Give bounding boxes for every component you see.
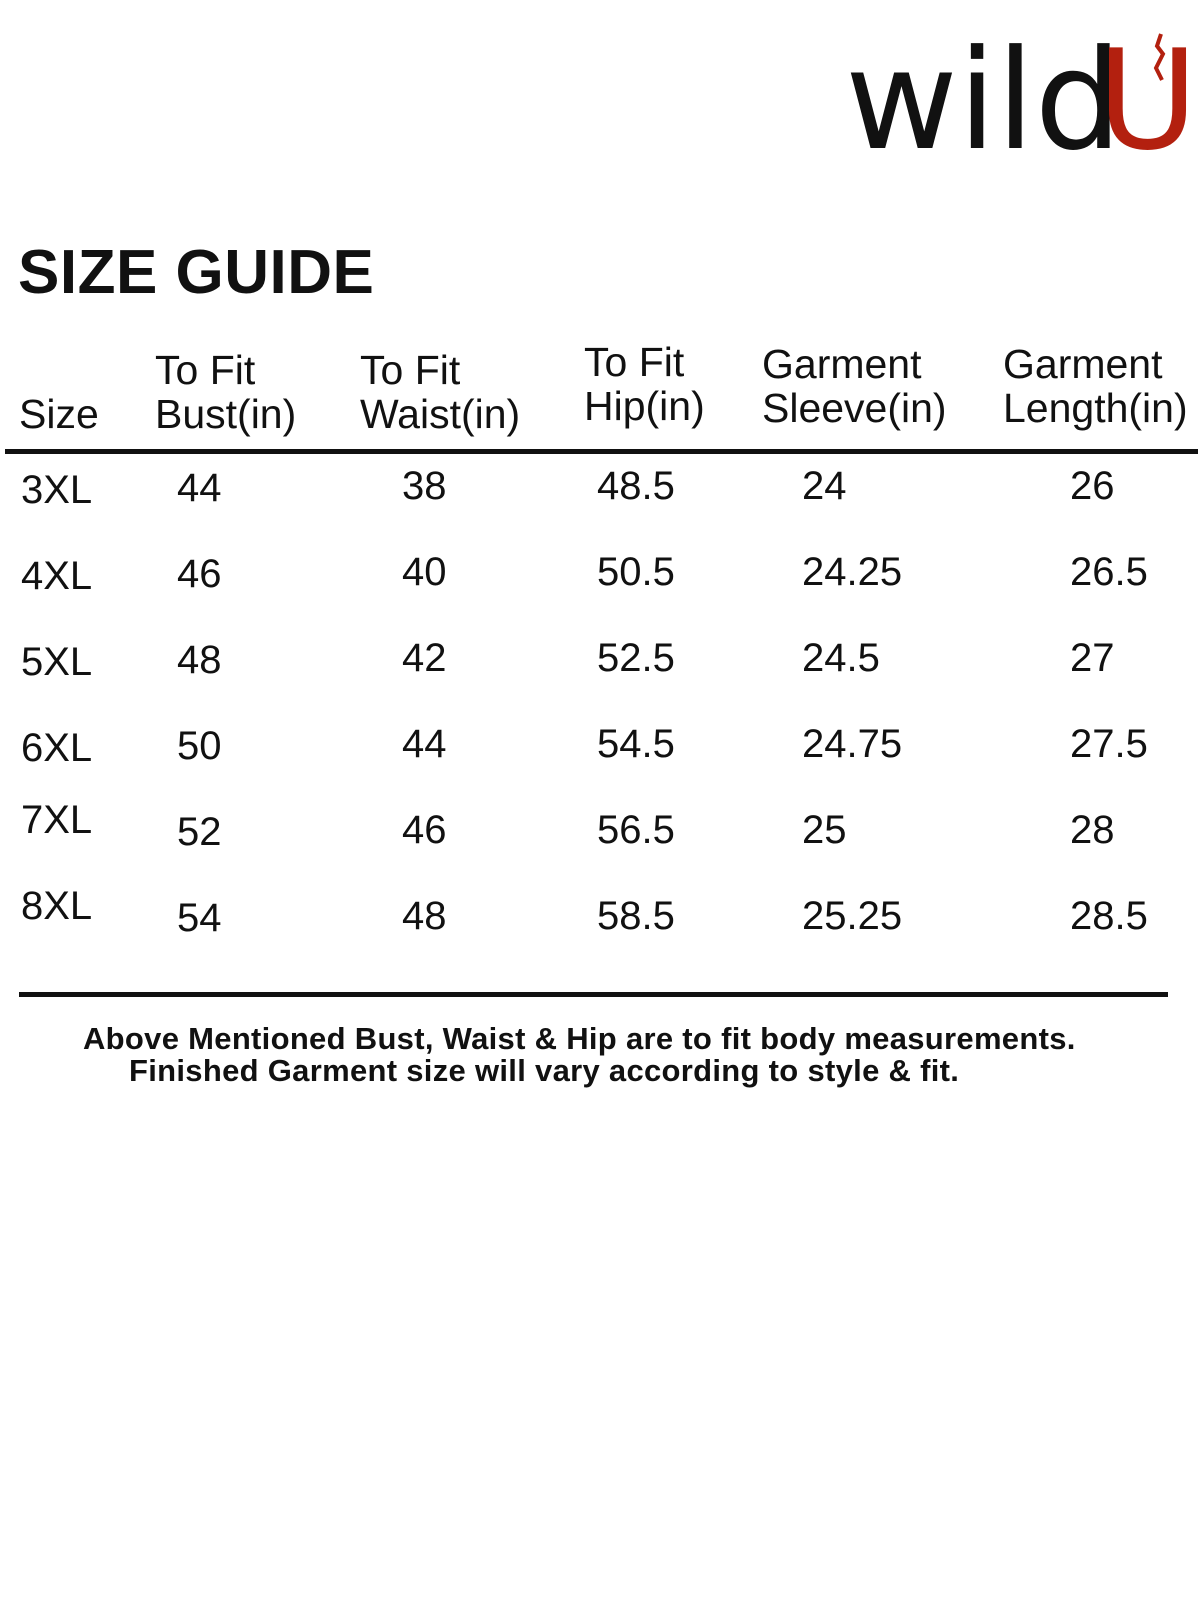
cell-hip: 50.5 [597,550,675,594]
header-sleeve-line-1: Garment [762,341,922,387]
cell-length: 28 [1070,808,1115,852]
header-size-label: Size [19,391,99,437]
cell-waist: 40 [402,550,447,594]
header-waist-line-2: Waist(in) [360,391,521,437]
cell-size: 4XL [21,554,93,598]
footnote-line-2: Finished Garment size will vary according to style & fit. [129,1053,960,1088]
cell-bust: 44 [177,466,222,510]
cell-bust: 54 [177,896,222,940]
cell-size: 5XL [21,640,93,684]
cell-bust: 52 [177,810,222,854]
cell-length: 26.5 [1070,550,1148,594]
cell-sleeve: 25.25 [802,894,903,938]
cell-sleeve: 24.75 [802,722,903,766]
brand-logo [845,20,1199,181]
cell-sleeve: 24.25 [802,550,903,594]
footnote-line-1: Above Mentioned Bust, Waist & Hip are to fit body measurements. [83,1021,1076,1056]
cell-hip: 48.5 [597,464,675,508]
cell-size: 6XL [21,726,93,770]
cell-length: 28.5 [1070,894,1148,938]
cell-hip: 54.5 [597,722,675,766]
header-length-line-2: Length(in) [1003,385,1188,431]
cell-waist: 44 [402,722,447,766]
cell-size: 3XL [21,468,93,512]
cell-waist: 46 [402,808,447,852]
cell-waist: 42 [402,636,447,680]
cell-size: 7XL [21,798,93,842]
header-waist [360,348,520,436]
header-length-line-1: Garment [1003,341,1163,387]
cell-bust: 50 [177,724,222,768]
header-sleeve-line-2: Sleeve(in) [762,385,947,431]
cell-length: 27.5 [1070,722,1148,766]
cell-hip: 58.5 [597,894,675,938]
brand-word: wild [845,20,1123,181]
cell-size: 8XL [21,884,93,928]
header-hip-line-1: To Fit [584,339,685,385]
brand-mark: U [1097,20,1199,181]
cell-waist: 38 [402,464,447,508]
cell-sleeve: 24 [802,464,847,508]
header-bust-line-1: To Fit [155,347,256,393]
header-bust-line-2: Bust(in) [155,391,297,437]
header-hip [584,340,705,428]
cell-bust: 48 [177,638,222,682]
cell-hip: 56.5 [597,808,675,852]
brand-logo-graphic [845,20,1199,181]
header-waist-line-1: To Fit [360,347,461,393]
header-divider [5,449,1198,454]
cell-sleeve: 24.5 [802,636,880,680]
cell-bust: 46 [177,552,222,596]
cell-sleeve: 25 [802,808,847,852]
header-hip-line-2: Hip(in) [584,383,705,429]
cell-hip: 52.5 [597,636,675,680]
cell-length: 27 [1070,636,1115,680]
header-length [1003,342,1188,430]
header-sleeve [762,342,947,430]
cell-waist: 48 [402,894,447,938]
table-bottom-divider [19,992,1168,997]
page-title: SIZE GUIDE [18,238,375,307]
header-size [19,392,99,436]
cell-length: 26 [1070,464,1115,508]
header-bust [155,348,296,436]
